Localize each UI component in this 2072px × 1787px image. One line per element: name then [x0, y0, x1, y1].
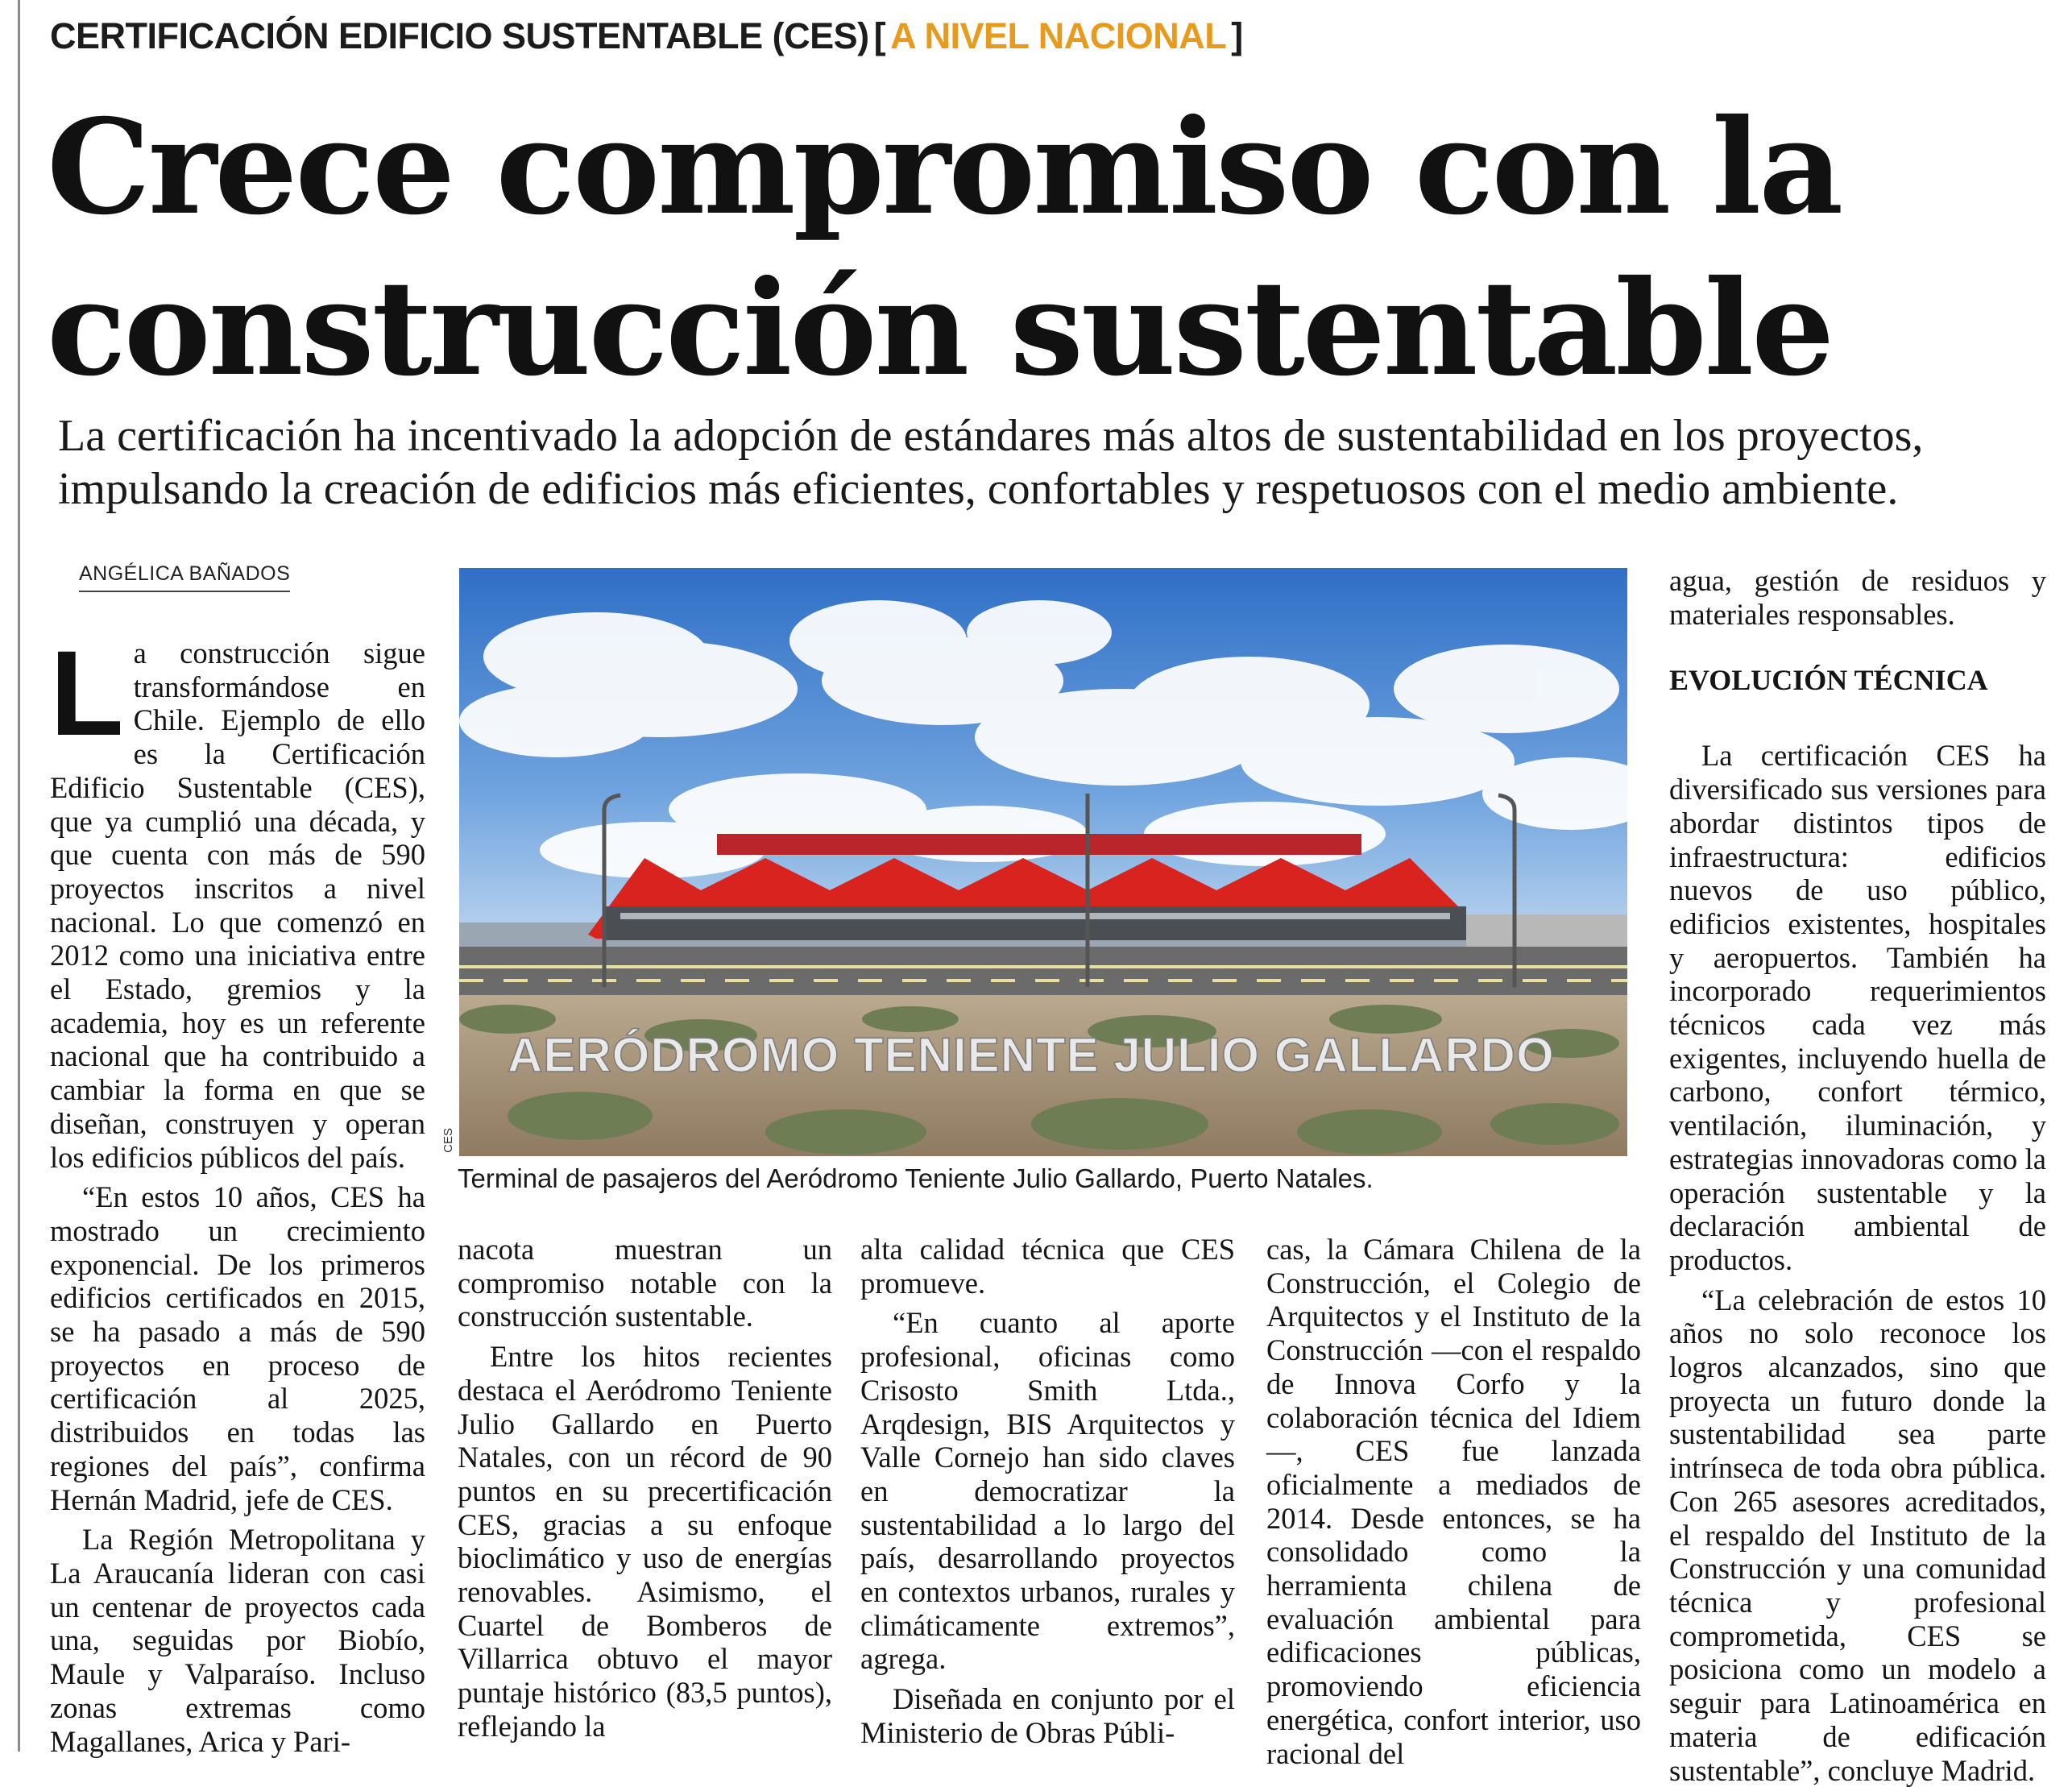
subhead: EVOLUCIÓN TÉCNICA — [1669, 664, 1988, 697]
paragraph: “En estos 10 años, CES ha mostrado un crecimiento exponencial. De los primeros edificios certificados en 2015, se ha pasado a más de 590 proyectos en proceso de certificación al 2025, distribuidos en todas las regiones del país”, confirma Hernán Madrid, jefe de CES. — [50, 1180, 425, 1516]
photo-credit: CES — [441, 1128, 455, 1153]
headline-line-2: construcción sustentable — [47, 252, 1833, 405]
aerodrome-terminal-image — [459, 568, 1627, 1156]
byline: ANGÉLICA BAÑADOS — [79, 562, 290, 592]
article-column-4 — [1266, 1233, 1641, 1770]
deck-subtitle: La certificación ha incentivado la adopción de estándares más altos de sustentabilidad en los proyectos, impulsando la creación de edificios más eficientes, confortables y respetuosos con el medio ambiente. — [58, 411, 1924, 514]
sign-text: AERÓDROMO TENIENTE JULIO GALLARDO — [508, 1028, 1555, 1082]
paragraph: La certificación CES ha diversificado sus versiones para abordar distintos tipos de infraestructura: edificios nuevos de uso público, edificios existentes, hospitales y aeropuertos. También ha incorporado requerimientos técnicos cada vez más exigentes, incluyendo huella de carbono, confort térmico, ventilación, iluminación, y estrategias innovadoras como la operación sustentable y la declaración ambiental de productos. — [1669, 739, 2046, 1276]
article-photo — [459, 568, 1627, 1156]
article-column-5 — [1669, 564, 2046, 1787]
paragraph: “La celebración de estos 10 años no solo reconoce los logros alcanzados, sino que proyecta un futuro donde la sustentabilidad sea parte intrínseca de toda obra pública. Con 265 asesores acreditados, el respaldo del Instituto de la Construcción y una comunidad técnica y profesional comprometida, CES se posiciona como un modelo a seguir para Latinoamérica en materia de edificación sustentable”, concluye Madrid. — [1669, 1283, 2046, 1787]
paragraph: Entre los hitos recientes destaca el Aeródromo Teniente Julio Gallardo en Puerto Natales, con un récord de 90 puntos en su precertificación CES, gracias a su enfoque bioclimático y uso de energías renovables. Asimismo, el Cuartel de Bomberos de Villarrica obtuvo el mayor puntaje histórico (83,5 puntos), reflejando la — [458, 1340, 832, 1743]
article-column-2 — [458, 1233, 832, 1743]
paragraph: La Región Metropolitana y La Araucanía lideran con casi un centenar de proyectos cada una, seguidas por Biobío, Maule y Valparaíso. Incluso zonas extremas como Magallanes, Arica y Pari- — [50, 1523, 425, 1758]
section-scope: A NIVEL NACIONAL — [890, 15, 1227, 56]
section-kicker — [50, 11, 1248, 61]
paragraph: cas, la Cámara Chilena de la Construcción, el Colegio de Arquitectos y el Instituto de la Construcción —con el respaldo de Innova Corfo y la colaboración técnica del Idiem—, CES fue lanzada oficialmente a mediados de 2014. Desde entonces, se ha consolidado como la herramienta chilena de evaluación ambiental para edificaciones públicas, promoviendo eficiencia energética, confort interior, uso racional del — [1266, 1233, 1641, 1770]
page-border-line — [18, 0, 20, 1752]
paragraph: Diseñada en conjunto por el Ministerio de Obras Públi- — [860, 1682, 1235, 1749]
headline — [47, 87, 2045, 409]
paragraph: nacota muestran un compromiso notable con la construcción sustentable. — [458, 1233, 832, 1333]
article-column-3 — [860, 1233, 1235, 1750]
headline-line-1: Crece compromiso con la — [47, 91, 1842, 244]
paragraph: agua, gestión de residuos y materiales responsables. — [1669, 564, 2046, 631]
paragraph: “En cuanto al aporte profesional, oficinas como Crisosto Smith Ltda., Arqdesign, BIS Arquitectos y Valle Cornejo han sido claves en democratizar la sustentabilidad a lo largo del país, desarrollando proyectos en contextos urbanos, rurales y climáticamente extremos”, agrega. — [860, 1306, 1235, 1676]
paragraph: La construcción sigue transformándose en Chile. Ejemplo de ello es la Certificación Edificio Sustentable (CES), que ya cumplió una década, y que cuenta con más de 590 proyectos inscritos a nivel nacional. Lo que comenzó en 2012 como una iniciativa entre el Estado, gremios y la academia, hoy es un referente nacional que ha contribuido a cambiar la forma en que se diseñan, construyen y operan los edificios públicos del país. — [50, 625, 425, 1174]
bracket-open: [ — [873, 15, 886, 56]
drop-cap: L — [50, 625, 124, 761]
paragraph: alta calidad técnica que CES promueve. — [860, 1233, 1235, 1300]
bracket-close: ] — [1231, 15, 1243, 56]
section-name: CERTIFICACIÓN EDIFICIO SUSTENTABLE (CES) — [50, 15, 869, 56]
article-column-1 — [50, 625, 425, 1758]
photo-caption: Terminal de pasajeros del Aeródromo Teniente Julio Gallardo, Puerto Natales. — [458, 1163, 1374, 1193]
